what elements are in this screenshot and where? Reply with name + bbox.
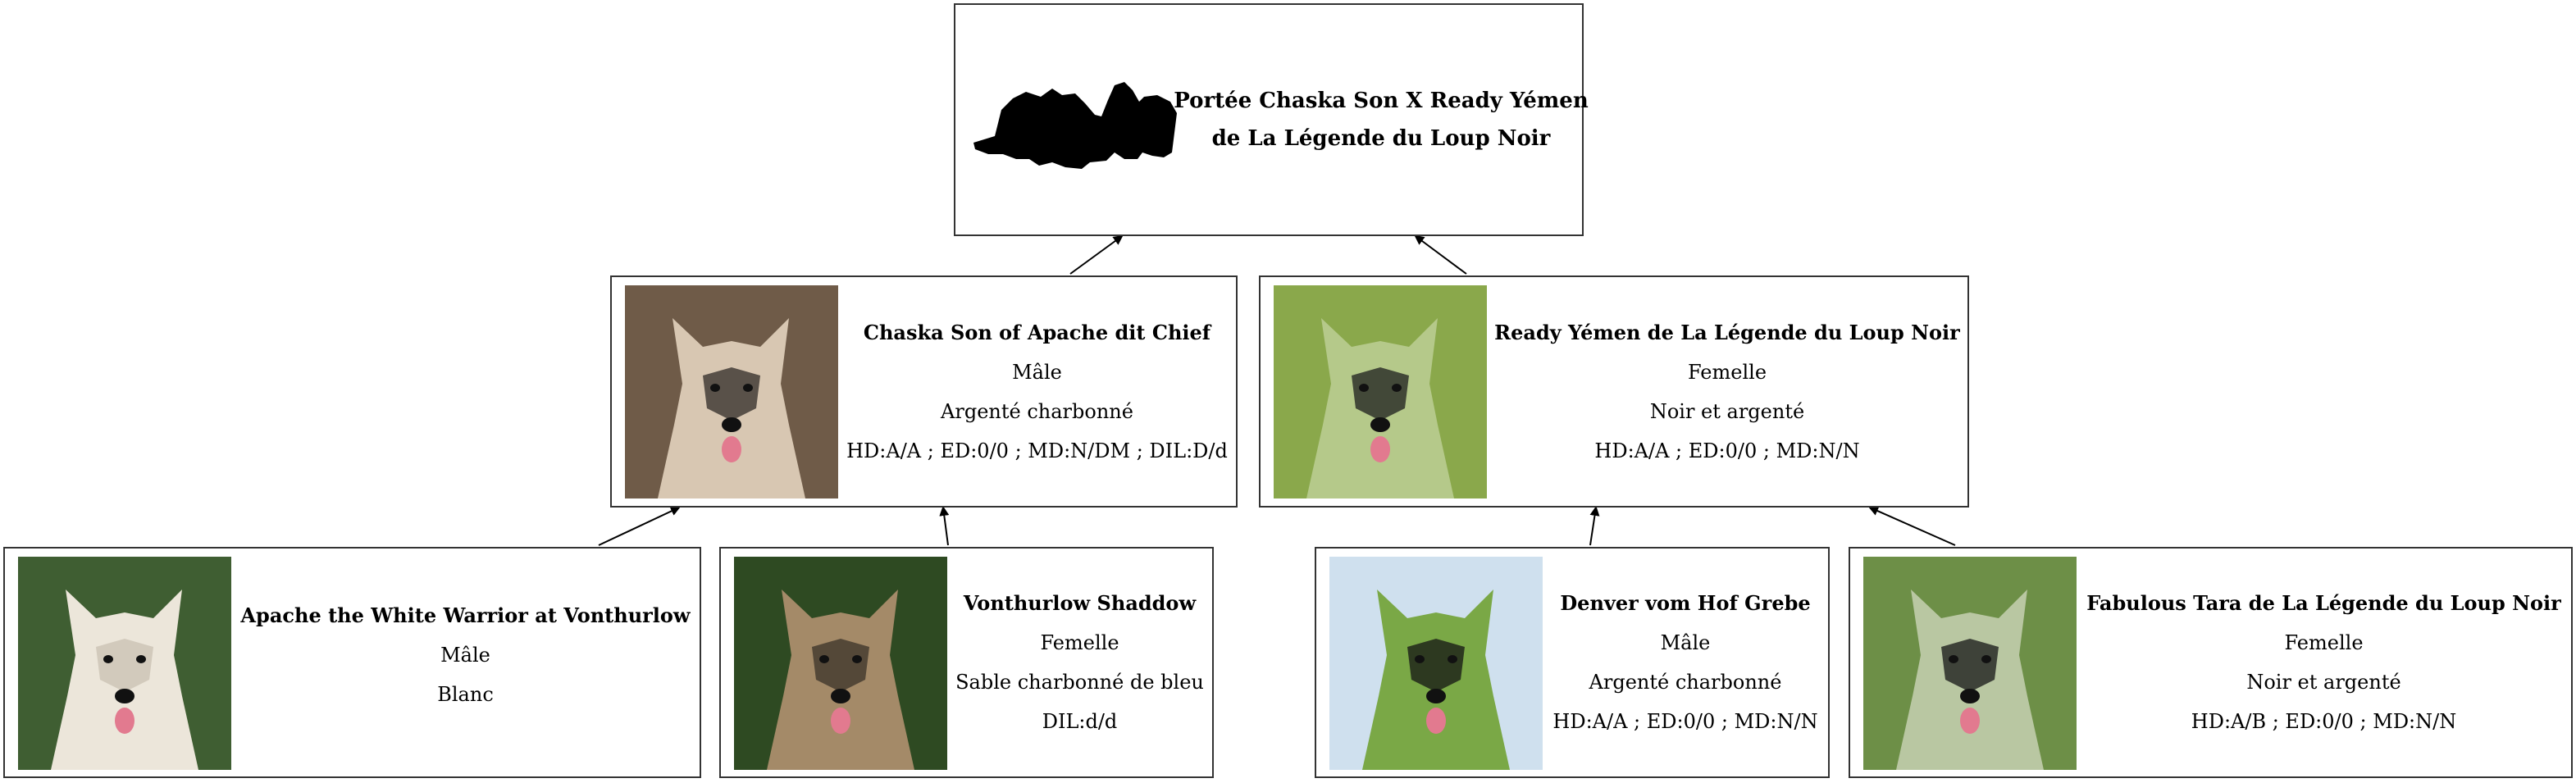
grandparent-node-shaddow [719,547,1214,778]
dog-sex: Mâle [1012,360,1062,384]
dog-sex: Femelle [1687,360,1767,384]
sire-node [610,275,1238,508]
litter-node [954,3,1589,236]
edge-sire-to-litter [1070,236,1122,274]
dam-node [1259,275,1969,508]
dog-photo [1329,557,1543,770]
dog-illustration [1274,285,1487,498]
dog-sex: Mâle [1660,631,1711,654]
dog-color: Noir et argenté [2246,671,2401,694]
dog-photo [734,557,947,770]
grandparent-info [954,549,1206,776]
dog-color: Blanc [437,683,494,706]
edge-gp3-to-dam [1590,508,1596,545]
dog-photo [625,285,838,498]
grandparent-node-tara [1849,547,2573,778]
dog-photo [1274,285,1487,498]
dog-health: HD:A/A ; ED:0/0 ; MD:N/DM ; DIL:D/d [846,439,1228,462]
grandparent-node-apache [3,547,701,778]
dog-sex: Femelle [2284,631,2364,654]
dog-illustration [18,557,231,770]
grandparent-info [1549,549,1821,776]
dog-photo [18,557,231,770]
edge-gp2-to-sire [943,508,948,545]
litter-title [1174,5,1589,234]
dog-name: Chaska Son of Apache dit Chief [863,320,1211,344]
dog-name: Ready Yémen de La Légende du Loup Noir [1494,320,1960,344]
litter-title-line1: Portée Chaska Son X Ready Yémen [1174,89,1589,113]
edge-dam-to-litter [1416,236,1466,274]
dog-sex: Mâle [440,644,490,667]
edge-gp1-to-sire [599,508,679,545]
dam-info [1493,277,1961,506]
dogs-silhouette-icon [970,77,1182,171]
dog-health: HD:A/A ; ED:0/0 ; MD:N/N [1594,439,1860,462]
dog-sex: Femelle [1040,631,1119,654]
dog-health: HD:A/A ; ED:0/0 ; MD:N/N [1552,710,1818,733]
dog-name: Apache the White Warrior at Vonthurlow [240,603,691,627]
dog-color: Sable charbonné de bleu [955,671,1204,694]
dog-illustration [1863,557,2077,770]
grandparent-info [2083,549,2565,776]
dog-illustration [625,285,838,498]
grandparent-info [238,549,693,776]
dog-color: Argenté charbonné [1589,671,1782,694]
dog-photo [1863,557,2077,770]
dog-color: Argenté charbonné [941,399,1133,423]
dog-name: Fabulous Tara de La Légende du Loup Noir [2086,591,2561,615]
grandparent-node-denver [1315,547,1830,778]
dog-illustration [1329,557,1543,770]
edge-gp4-to-dam [1870,508,1955,545]
dog-name: Denver vom Hof Grebe [1560,591,1811,615]
dog-color: Noir et argenté [1649,399,1805,423]
dog-health: DIL:d/d [1042,710,1118,733]
dog-health: HD:A/B ; ED:0/0 ; MD:N/N [2191,710,2457,733]
dog-illustration [734,557,947,770]
litter-title-line2: de La Légende du Loup Noir [1211,126,1551,151]
dog-name: Vonthurlow Shaddow [963,591,1197,615]
sire-info [845,277,1229,506]
